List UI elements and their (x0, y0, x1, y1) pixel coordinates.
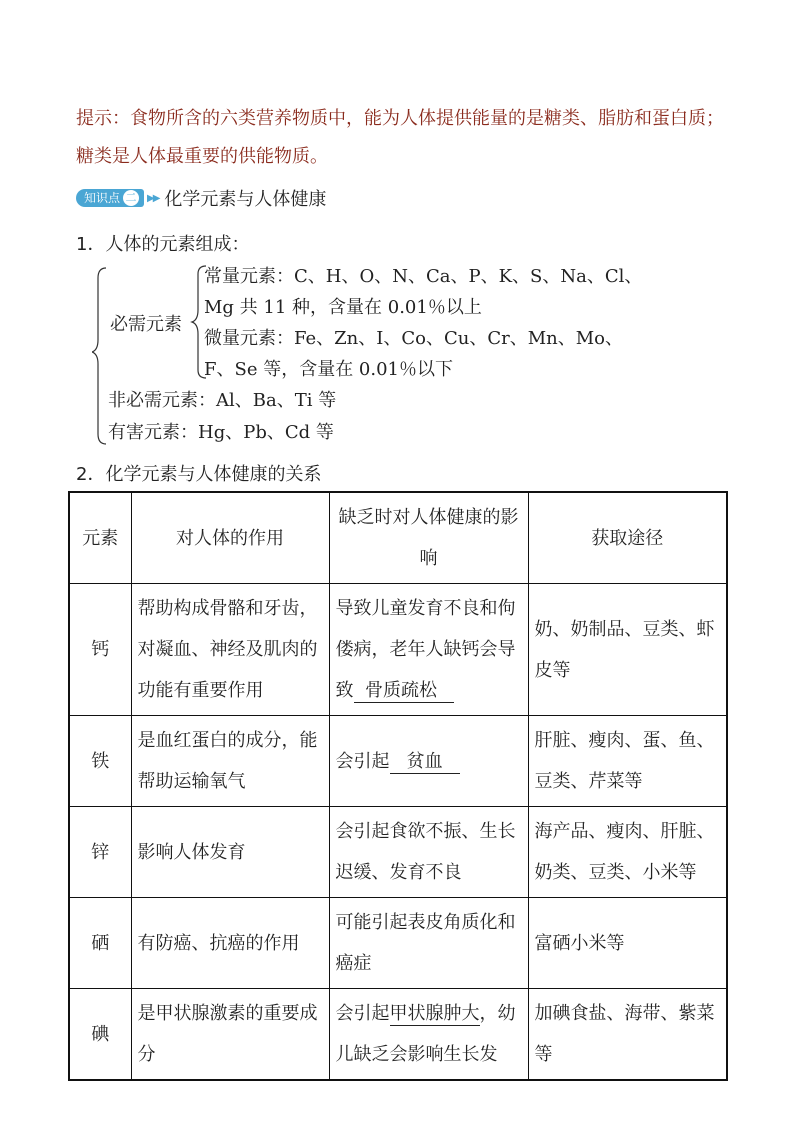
micro-elements-line2: F、Se 等，含量在 0.01％以下 (204, 359, 453, 380)
answer-blank (390, 751, 460, 774)
function-cell: 影响人体发育 (131, 807, 329, 898)
knowledge-point-title: 化学元素与人体健康 (164, 189, 327, 210)
deficiency-cell (329, 989, 528, 1081)
table-header-row (69, 492, 727, 584)
function-cell: 是甲状腺激素的重要成分 (131, 989, 329, 1081)
macro-elements-line2: Mg 共 11 种，含量在 0.01％以上 (204, 297, 482, 318)
section1-heading: 1．人体的元素组成： (76, 234, 250, 255)
source-cell: 奶、奶制品、豆类、虾皮等 (528, 584, 727, 716)
function-cell: 有防癌、抗癌的作用 (131, 898, 329, 989)
function-cell: 是血红蛋白的成分，能帮助运输氧气 (131, 716, 329, 807)
answer-text: 骨质疏松 (364, 680, 437, 701)
answer-blank (354, 680, 455, 703)
source-cell: 海产品、瘦肉、肝脏、奶类、豆类、小米等 (528, 807, 727, 898)
double-arrow-icon: ▶▶ (147, 192, 159, 204)
table-row (69, 807, 727, 898)
source-cell: 富硒小米等 (528, 898, 727, 989)
function-cell: 帮助构成骨骼和牙齿，对凝血、神经及肌肉的功能有重要作用 (131, 584, 329, 716)
header-source: 获取途径 (528, 492, 727, 584)
micro-elements-line1: 微量元素：Fe、Zn、I、Co、Cu、Cr、Mn、Mo、 (204, 328, 624, 349)
deficiency-cell: 可能引起表皮角质化和癌症 (329, 898, 528, 989)
element-cell: 碘 (69, 989, 131, 1081)
section2-heading: 2．化学元素与人体健康的关系 (76, 464, 322, 485)
answer-text: 贫血 (406, 750, 443, 772)
knowledge-point-badge (76, 189, 144, 207)
source-cell: 肝脏、瘦肉、蛋、鱼、豆类、芹菜等 (528, 716, 727, 807)
header-deficiency: 缺乏时对人体健康的影响 (329, 492, 528, 584)
macro-elements-line1: 常量元素：C、H、O、N、Ca、P、K、S、Na、Cl、 (204, 266, 643, 287)
knowledge-point-badge-label: 知识点 (84, 191, 121, 205)
table-row (69, 989, 727, 1081)
answer-blank: 甲状腺肿大 (389, 1003, 480, 1024)
element-cell: 钙 (69, 584, 131, 716)
hint-paragraph: 提示：食物所含的六类营养物质中，能为人体提供能量的是糖类、脂肪和蛋白质；糖类是人体最重要的供能物质。 (76, 108, 724, 167)
header-element: 元素 (69, 492, 131, 584)
element-cell: 锌 (69, 807, 131, 898)
deficiency-text: 会引起 (335, 750, 390, 772)
table-row (69, 898, 727, 989)
harmful-elements: 有害元素：Hg、Pb、Cd 等 (108, 422, 334, 443)
knowledge-point-header (76, 186, 326, 210)
nonessential-elements: 非必需元素：Al、Ba、Ti 等 (108, 390, 337, 411)
deficiency-text: 导致儿童发育不良和佝偻病，老年人缺钙会导致 (335, 598, 516, 701)
element-cell: 硒 (69, 898, 131, 989)
deficiency-text: 会引起 (335, 1003, 390, 1024)
element-cell: 铁 (69, 716, 131, 807)
table-row (69, 584, 727, 716)
deficiency-cell (329, 716, 528, 807)
table-row (69, 716, 727, 807)
element-composition-tree (92, 262, 643, 450)
header-function: 对人体的作用 (131, 492, 329, 584)
essential-elements-label: 必需元素 (110, 314, 182, 335)
element-health-table (68, 491, 728, 1081)
source-cell: 加碘食盐、海带、紫菜等 (528, 989, 727, 1081)
deficiency-cell (329, 584, 528, 716)
deficiency-cell: 会引起食欲不振、生长迟缓、发育不良 (329, 807, 528, 898)
knowledge-point-number: 二 (123, 190, 139, 206)
deficiency-text-post: ，幼儿缺乏会影响生长发 (335, 1003, 516, 1065)
